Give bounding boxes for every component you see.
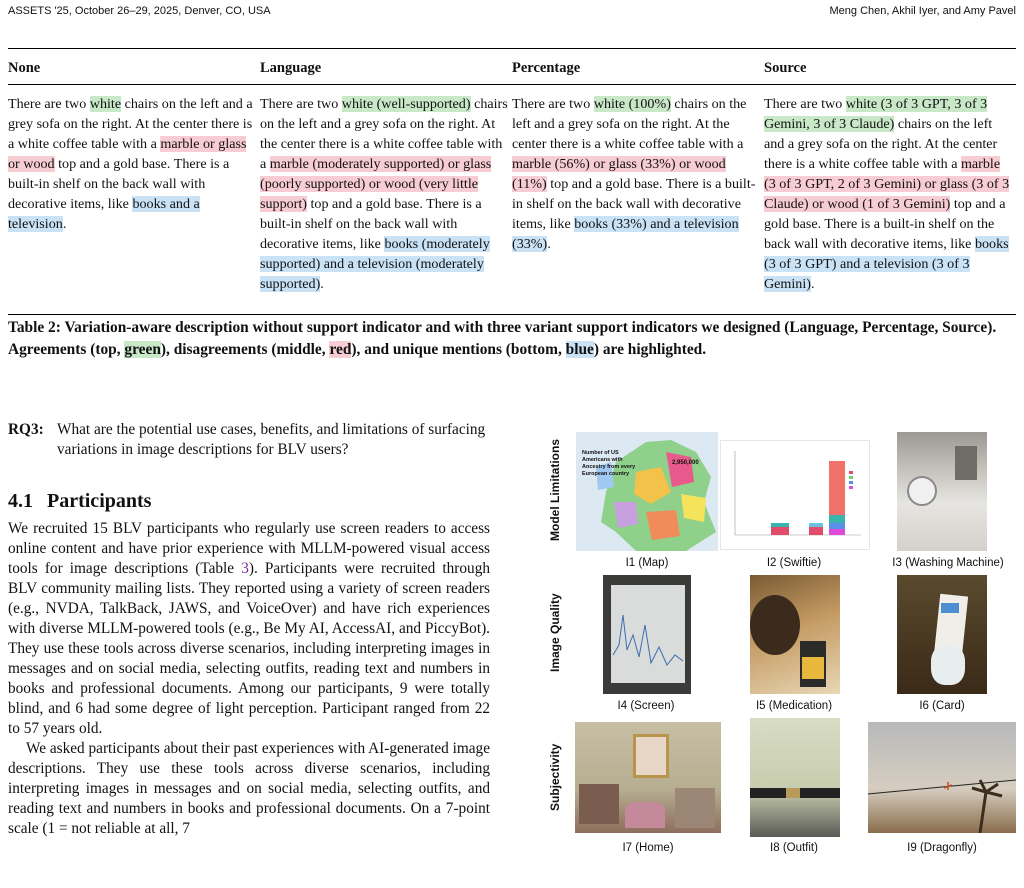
image-caption: I8 (Outfit) — [770, 842, 818, 854]
medication-thumbnail — [750, 575, 840, 694]
page-header — [8, 5, 1016, 21]
cell-language: There are two white (well-supported) chairs on the left and a grey sofa on the right. At the center there is a white coffee table with a marble (moderately supported) or glass (poorly supported) or wood (very little support) top and a gold base. There is a built-in shelf on the back wall with decorative items, like books (moderately supported) and a television (moderately supported). — [260, 85, 512, 315]
column-header-none: None — [8, 49, 260, 85]
image-figure — [545, 428, 1020, 858]
table-header-row — [8, 49, 1016, 85]
image-caption: I6 (Card) — [919, 700, 965, 712]
legend-red: red — [329, 341, 352, 358]
screen-thumbnail — [603, 575, 691, 694]
image-caption: I5 (Medication) — [755, 700, 833, 712]
agreement-highlight: white (well-supported) — [341, 96, 471, 112]
cell-source: There are two white (3 of 3 GPT, 3 of 3 Gemini, 3 of 3 Claude) chairs on the left and a grey sofa on the right. At the center there is a white coffee table with a marble (3 of 3 GPT, 2 of 3 Gemini) or glass (3 of 3 Claude) or wood (1 of 3 Gemini) top and a gold base. There is a built-in shelf on the back wall with decorative items, like books (3 of 3 GPT) and a television (3 of 3 Gemini). — [764, 85, 1016, 315]
disagreement-highlight: marble or glass or wood — [8, 136, 247, 172]
unique-mention-highlight: books (moderately supported) and a television (moderately supported) — [260, 236, 490, 292]
rq-label: RQ3: — [8, 421, 44, 438]
paragraph: We recruited 15 BLV participants who regularly use screen readers to access online content and have prior experience with MLLM-powered visual access tools for image descriptions (Table 3). Participants were recruited through BLV community mailing lists. They reported using a variety of screen readers (e.g., NVDA, TalkBack, JAWS, and VoiceOver) and have rich experiences with diverse MLLM-powered tools (e.g., Be My AI, AccessAI, and PiccyBot). They use these tools across diverse scenarios, including interpreting images in messages and on social media, selecting outfits, reading text and numbers in books and professional documents. Among our participants, 9 were totally blind, and 6 had some degree of light perception. Participant ranged from 22 to 57 years old. — [8, 520, 490, 737]
section-title: Participants — [47, 490, 152, 512]
row-label-subjectivity: Subjectivity — [548, 743, 562, 811]
dragonfly-thumbnail — [868, 722, 1016, 833]
author-line: Meng Chen, Akhil Iyer, and Amy Pavel — [829, 5, 1016, 17]
agreement-highlight: white (3 of 3 GPT, 3 of 3 Gemini, 3 of 3 Claude) — [764, 96, 988, 132]
image-caption: I4 (Screen) — [617, 700, 675, 712]
column-header-source: Source — [764, 49, 1016, 85]
image-caption: I1 (Map) — [625, 557, 669, 569]
table-row — [8, 85, 1016, 315]
column-header-language: Language — [260, 49, 512, 85]
section-number: 4.1 — [8, 490, 33, 512]
image-caption: I2 (Swiftie) — [766, 557, 822, 569]
paragraph: We asked participants about their past experiences with AI-generated image descriptions. They use these tools across diverse scenarios, including interpreting images in messages and on social media, selecting outfits, and reading text and numbers in books and professional documents. On a 7-point scale (1 = not reliable at all, 7 — [8, 740, 490, 837]
description-variants-table — [8, 48, 1016, 315]
unique-mention-highlight: books and a television — [8, 196, 200, 232]
image-caption: I9 (Dragonfly) — [907, 842, 977, 854]
disagreement-highlight: marble (56%) or glass (33%) or wood (11%) — [512, 156, 726, 192]
venue-line: ASSETS '25, October 26–29, 2025, Denver, CO, USA — [8, 5, 271, 17]
agreement-highlight: white — [89, 96, 122, 112]
table-caption: Table 2: Variation-aware description without support indicator and with three variant support indicators we designed (Language, Percentage, Source). Agreements (top, green), disagreements (middle, red), and unique mentions (bottom, blue) are highlighted. — [8, 319, 997, 358]
row-label-image-quality: Image Quality — [548, 593, 562, 672]
map-big-value: 2,950,000 — [672, 460, 699, 466]
card-thumbnail — [897, 575, 987, 694]
research-question-3 — [8, 420, 490, 460]
body-text — [8, 519, 490, 839]
legend-green: green — [124, 341, 161, 358]
unique-mention-highlight: books (33%) and a television (33%) — [512, 216, 739, 252]
table-reference-link[interactable]: 3 — [241, 560, 249, 577]
outfit-thumbnail — [750, 718, 840, 837]
agreement-highlight: white (100%) — [593, 96, 671, 112]
unique-mention-highlight: books (3 of 3 GPT) and a television (3 of 3 Gemini) — [764, 236, 1009, 292]
disagreement-highlight: marble (3 of 3 GPT, 2 of 3 Gemini) or glass (3 of 3 Claude) or wood (1 of 3 Gemini) — [764, 156, 1010, 212]
cell-none: There are two white chairs on the left and a grey sofa on the right. At the center there is a white coffee table with a marble or glass or wood top and a gold base. There is a built-in shelf on the back wall with decorative items, like books and a television. — [8, 85, 260, 315]
map-thumbnail — [576, 432, 718, 551]
row-label-model-limitations: Model Limitations — [548, 439, 562, 541]
legend-blue: blue — [565, 341, 594, 358]
image-caption: I7 (Home) — [622, 842, 674, 854]
swiftie-chart-thumbnail — [720, 440, 870, 550]
section-heading — [8, 490, 165, 513]
washing-machine-thumbnail — [897, 432, 987, 551]
cell-percentage: There are two white (100%) chairs on the left and a grey sofa on the right. At the center there is a white coffee table with a marble (56%) or glass (33%) or wood (11%) top and a gold base. There is a built-in shelf on the back wall with decorative items, like books (33%) and a television (33%). — [512, 85, 764, 315]
home-thumbnail — [575, 722, 721, 833]
map-title: Number of US Americans with Ancestry from every European country — [582, 450, 636, 477]
rq-text: What are the potential use cases, benefits, and limitations of surfacing variations in image descriptions for BLV users? — [57, 421, 486, 458]
image-caption: I3 (Washing Machine) — [892, 557, 1004, 569]
disagreement-highlight: marble (moderately supported) or glass (poorly supported) or wood (very little support) — [260, 156, 492, 212]
column-header-percentage: Percentage — [512, 49, 764, 85]
